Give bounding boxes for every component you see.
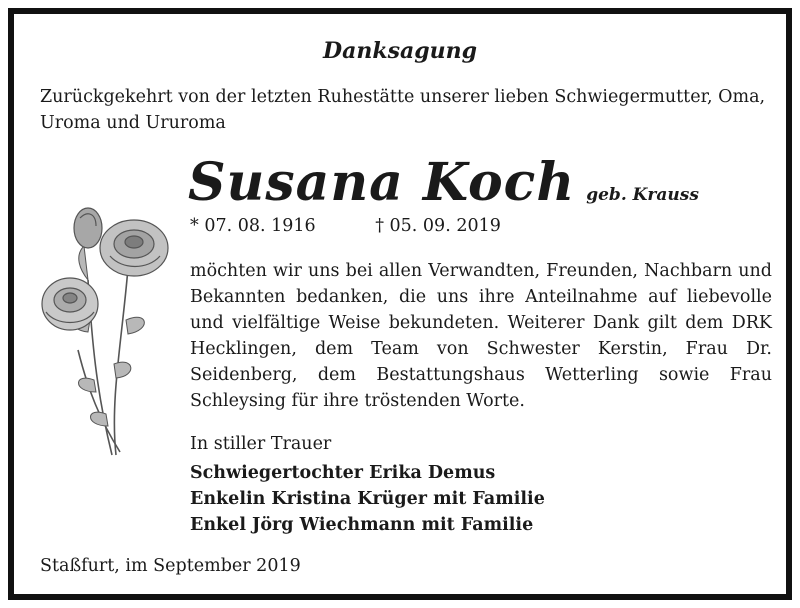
signoff: In stiller Trauer (190, 434, 332, 454)
place-date: Staßfurt, im September 2019 (40, 556, 301, 576)
maiden-name: geb. Krauss (586, 185, 699, 205)
mourner-line: Enkel Jörg Wiechmann mit Familie (190, 515, 534, 535)
life-dates (190, 216, 501, 236)
mourners-list (190, 460, 545, 538)
obituary-frame (8, 8, 792, 600)
name-line (188, 152, 699, 213)
mourner-line: Enkelin Kristina Krüger mit Familie (190, 489, 545, 509)
notice-heading: Danksagung (323, 38, 477, 64)
birth-date: * 07. 08. 1916 (190, 216, 316, 236)
roses-icon (30, 200, 180, 462)
deceased-name: Susana Koch (188, 152, 576, 213)
mourner-line: Schwiegertochter Erika Demus (190, 463, 496, 483)
thanks-text: möchten wir uns bei allen Verwandten, Freunden, Nachbarn und Bekannten bedanken, die uns ihre Anteilnahme auf liebevolle und vielfältige Weise bekundeten. Weiterer Dank gilt dem DRK Hecklingen, dem Team von Schwester Kerstin, Frau Dr. Seidenberg, dem Bestattungshaus Wetterling sowie Frau Schleysing für ihre tröstenden Worte. (190, 261, 772, 411)
intro-text: Zurückgekehrt von der letzten Ruhestätte unserer lieben Schwiegermutter, Oma, Uroma und Ururoma (40, 87, 766, 133)
death-date: † 05. 09. 2019 (375, 216, 501, 236)
